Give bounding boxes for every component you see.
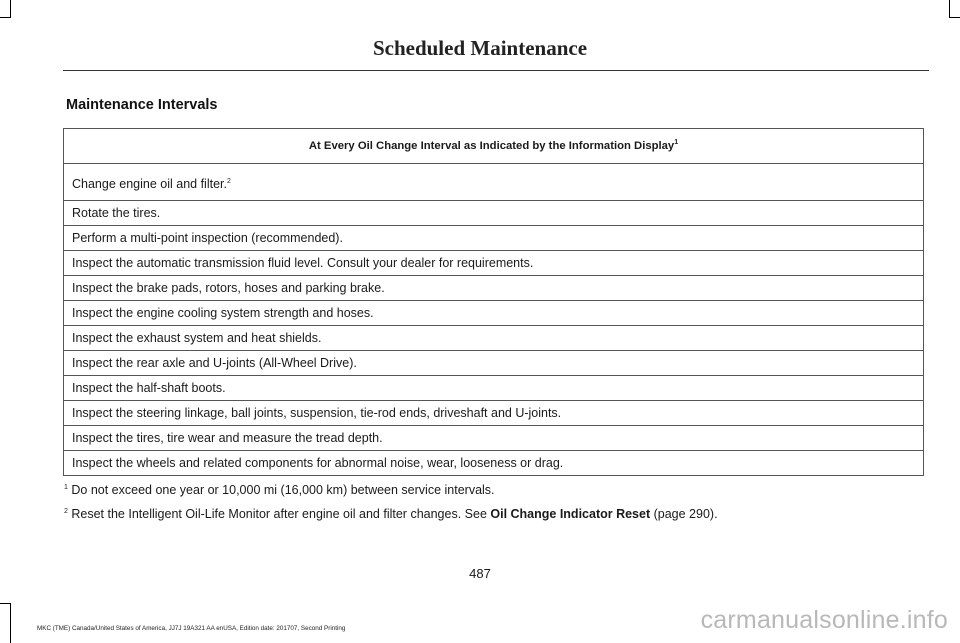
- table-row: [64, 351, 924, 376]
- table-row: [64, 276, 924, 301]
- table-cell: Inspect the engine cooling system strength and hoses.: [64, 301, 924, 326]
- table-cell: Inspect the automatic transmission fluid level. Consult your dealer for requirements.: [64, 251, 924, 276]
- table-row: [64, 251, 924, 276]
- table-header-cell: [64, 129, 924, 164]
- page-number: 487: [469, 566, 491, 581]
- footnote-1: [64, 483, 495, 497]
- maintenance-table: [63, 128, 924, 476]
- crop-mark: [949, 17, 960, 18]
- table-cell: [64, 164, 924, 201]
- crop-mark: [949, 0, 950, 18]
- table-cell: Inspect the rear axle and U-joints (All-Wheel Drive).: [64, 351, 924, 376]
- table-cell: Inspect the tires, tire wear and measure the tread depth.: [64, 426, 924, 451]
- footnote-mark: 2: [64, 507, 68, 515]
- footnote-ref: 2: [226, 177, 231, 185]
- footnote-suffix: (page 290).: [650, 507, 718, 521]
- table-cell: Rotate the tires.: [64, 201, 924, 226]
- footnote-mark: 1: [64, 483, 68, 491]
- table-cell: Inspect the exhaust system and heat shields.: [64, 326, 924, 351]
- cross-reference-link[interactable]: Oil Change Indicator Reset: [490, 507, 651, 521]
- footnote-text: Reset the Intelligent Oil-Life Monitor after engine oil and filter changes. See: [67, 507, 491, 521]
- table-cell: Inspect the wheels and related components for abnormal noise, wear, looseness or drag.: [64, 451, 924, 476]
- table-row: [64, 451, 924, 476]
- crop-mark: [10, 603, 11, 643]
- table-row: [64, 401, 924, 426]
- table-cell: Inspect the steering linkage, ball joints, suspension, tie-rod ends, driveshaft and U-joints.: [64, 401, 924, 426]
- watermark: carmanualsonline.info: [700, 606, 948, 634]
- table-row: [64, 201, 924, 226]
- edition-info: MKC (TME) Canada/United States of America, JJ7J 19A321 AA enUSA, Edition date: 201707, Second Printing: [37, 625, 346, 632]
- title-divider: [63, 70, 929, 71]
- table-header-row: [64, 129, 924, 164]
- table-row: [64, 226, 924, 251]
- table-row: [64, 376, 924, 401]
- crop-mark: [0, 17, 11, 18]
- section-heading: Maintenance Intervals: [66, 97, 218, 113]
- table-row: [64, 426, 924, 451]
- table-cell: Inspect the brake pads, rotors, hoses and parking brake.: [64, 276, 924, 301]
- footnote-text: Do not exceed one year or 10,000 mi (16,000 km) between service intervals.: [67, 483, 495, 497]
- table-row: [64, 301, 924, 326]
- row-text: Change engine oil and filter.: [72, 177, 227, 191]
- table-cell: Perform a multi-point inspection (recommended).: [64, 226, 924, 251]
- table-row: [64, 326, 924, 351]
- table-row: [64, 164, 924, 201]
- page-title: Scheduled Maintenance: [372, 36, 588, 60]
- table-cell: Inspect the half-shaft boots.: [64, 376, 924, 401]
- footnote-2: [64, 507, 718, 521]
- footnote-ref: 1: [674, 139, 679, 147]
- table-header-text: At Every Oil Change Interval as Indicated by the Information Display: [308, 140, 675, 152]
- crop-mark: [10, 0, 11, 18]
- crop-mark: [0, 603, 11, 604]
